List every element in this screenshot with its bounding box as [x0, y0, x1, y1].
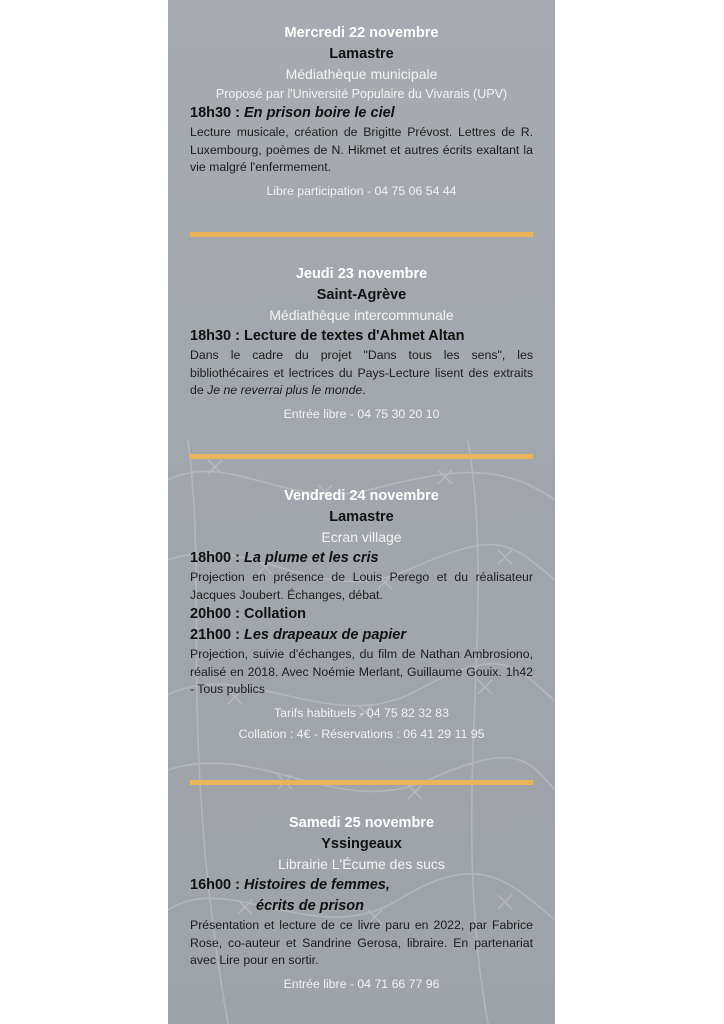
section-divider [190, 780, 533, 785]
event-title [168, 103, 555, 124]
event-name: Collation [244, 606, 307, 622]
event-name: Lecture de textes d'Ahmet Altan [244, 328, 465, 344]
event-title-continued [168, 896, 555, 917]
event-time: 18h30 : [190, 105, 240, 121]
event-time: 21h00 : [190, 627, 240, 643]
event-description [168, 347, 555, 400]
event-time: 16h00 : [190, 877, 240, 893]
section-venue: Librairie L'Écume des sucs [278, 856, 445, 872]
section-info: Libre participation - 04 75 06 54 44 [266, 183, 457, 198]
program-panel [168, 0, 555, 1024]
description-end: . [362, 383, 366, 397]
event-title [168, 875, 555, 896]
event-description: Projection en présence de Louis Perego et du réalisateur Jacques Joubert. Échanges, débat. [190, 570, 533, 602]
section-venue: Médiathèque intercommunale [269, 307, 454, 323]
section-info: Entrée libre - 04 75 30 20 10 [283, 406, 440, 421]
event-name: La plume et les cris [244, 550, 379, 566]
book-title: Je ne reverrai plus le monde [207, 383, 363, 397]
section-divider [190, 232, 533, 237]
section-venue: Ecran village [321, 529, 402, 545]
section-town: Lamastre [329, 46, 394, 62]
event-title [168, 326, 555, 347]
section-info: Tarifs habituels - 04 75 82 32 83 [273, 705, 449, 720]
section-info: Entrée libre - 04 71 66 77 96 [283, 976, 440, 991]
section-town: Lamastre [329, 509, 394, 525]
section-saturday [168, 812, 555, 995]
section-day: Samedi 25 novembre [288, 815, 435, 831]
event-name-line2: écrits de prison [256, 898, 364, 914]
section-friday [168, 485, 555, 745]
section-divider [190, 454, 533, 459]
event-name: Histoires de femmes, [244, 877, 390, 893]
section-day: Vendredi 24 novembre [284, 488, 439, 504]
event-description: Projection, suivie d'échanges, du film de Nathan Ambrosiono, réalisé en 2018. Avec Noémie Merlant, Guillaume Gouix. 1h42 - Tous publics [190, 647, 533, 696]
section-town: Saint-Agrève [316, 287, 407, 303]
event-time: 20h00 : [190, 606, 240, 622]
section-thursday [168, 263, 555, 425]
section-town: Yssingeaux [321, 836, 402, 852]
section-subnote: Proposé par l'Université Populaire du Vivarais (UPV) [215, 87, 508, 101]
section-info: Collation : 4€ - Réservations : 06 41 29 11 95 [238, 726, 485, 741]
event-description: Lecture musicale, création de Brigitte Prévost. Lettres de R. Luxembourg, poèmes de N. Hikmet et autres écrits exaltant la vie malgré l'enfermement. [190, 125, 533, 174]
event-name: En prison boire le ciel [244, 105, 395, 121]
event-time: 18h30 : [190, 328, 240, 344]
section-day: Jeudi 23 novembre [295, 266, 428, 282]
event-name: Les drapeaux de papier [244, 627, 406, 643]
event-title [168, 625, 555, 646]
section-day: Mercredi 22 novembre [284, 25, 439, 41]
event-description: Présentation et lecture de ce livre paru en 2022, par Fabrice Rose, co-auteur et Sandrine Gerosa, libraire. En partenariat avec Lire pour en sortir. [190, 918, 533, 967]
section-venue: Médiathèque municipale [285, 66, 438, 82]
description-text: Dans le cadre du projet "Dans tous les sens", les bibliothécaires et lectrices du Pays-Lecture lisent des extraits de [190, 348, 533, 397]
section-wednesday [168, 22, 555, 202]
event-title [168, 548, 555, 569]
event-time: 18h00 : [190, 550, 240, 566]
event-title [168, 604, 555, 625]
